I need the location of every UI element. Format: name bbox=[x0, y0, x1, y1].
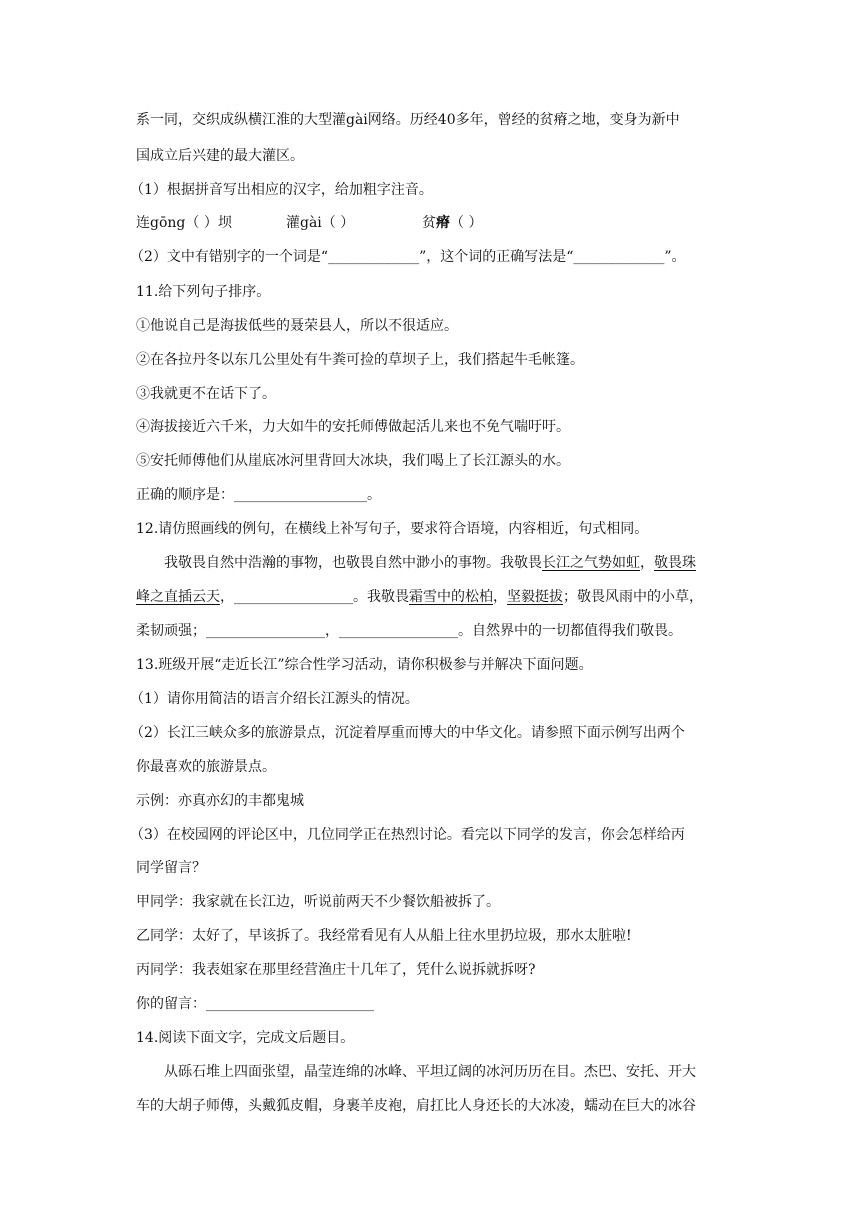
question-13-heading: 13.班级开展“走近长江”综合性学习活动，请你积极参与并解决下面问题。 bbox=[136, 657, 593, 673]
q13-part-3-line-1: （3）在校园网的评论区中，几位同学正在热烈讨论。看完以下同学的发言，你会怎样给丙 bbox=[130, 827, 685, 843]
q14-passage-line-1: 从砾石堆上四面张望，晶莹连绵的冰峰、平坦辽阔的冰河历历在目。杰巴、安托、开大 bbox=[164, 1064, 696, 1080]
student-yi-comment: 乙同学：太好了，早该拆了。我经常看见有人从船上往水里扔垃圾，那水太脏啦! bbox=[136, 928, 632, 944]
q12-paragraph-line-2 bbox=[136, 587, 703, 607]
q14-passage-line-2: 车的大胡子师傅，头戴狐皮帽，身裹羊皮袍，肩扛比人身还长的大冰凌，蠕动在巨大的冰谷 bbox=[136, 1098, 696, 1114]
q12-underlined-example-4: 霜雪中的松柏 bbox=[409, 589, 493, 605]
q12-text-a1: 我敬畏自然中浩瀚的事物，也敬畏自然中渺小的事物。我敬畏 bbox=[164, 555, 542, 571]
pinyin-item-c bbox=[422, 213, 482, 233]
q12-underlined-example-2: 敬畏珠 bbox=[654, 555, 696, 571]
question-11-heading: 11.给下列句子排序。 bbox=[136, 284, 271, 300]
question-14-heading: 14.阅读下面文字，完成文后题目。 bbox=[136, 1030, 355, 1046]
question-12-heading: 12.请仿照画线的例句，在横线上补写句子，要求符合语境，内容相近，句式相同。 bbox=[136, 521, 649, 537]
passage-line-2: 国成立后兴建的最大灌区。 bbox=[136, 148, 304, 164]
q12-underlined-example-5: 坚毅挺拔 bbox=[507, 589, 563, 605]
q13-part-2-line-2: 你最喜欢的旅游景点。 bbox=[136, 759, 276, 775]
q13-example: 示例：亦真亦幻的丰都鬼城 bbox=[136, 793, 304, 809]
pinyin-item-a: 连gōng（ ）坝 bbox=[136, 215, 232, 231]
question-1-prompt: （1）根据拼音写出相应的汉字，给加粗字注音。 bbox=[130, 182, 433, 198]
q12-paragraph-line-1 bbox=[164, 553, 696, 573]
q12-underlined-example-3: 峰之直插云天 bbox=[136, 589, 220, 605]
q13-part-3-line-2: 同学留言？ bbox=[136, 860, 206, 876]
order-answer-line: 正确的顺序是：___________________。 bbox=[136, 487, 381, 503]
your-reply-line: 你的留言：________________________ bbox=[136, 996, 374, 1012]
pinyin-item-b: 灌gài（ ） bbox=[286, 215, 355, 231]
q12-text-b4: ， bbox=[493, 589, 507, 605]
sentence-2: ②在各拉丹冬以东几公里处有牛粪可捡的草坝子上，我们搭起牛毛帐篷。 bbox=[136, 352, 584, 368]
q12-paragraph-line-3: 柔韧顽强；_________________，_________________。自然界中的一切都值得我们敬畏。 bbox=[136, 623, 682, 639]
student-jia-comment: 甲同学：我家就在长江边，听说前两天不少餐饮船被拆了。 bbox=[136, 894, 500, 910]
pinyin-c-blank: （ ） bbox=[450, 215, 483, 231]
q13-part-2-line-1: （2）长江三峡众多的旅游景点，沉淀着厚重而博大的中华文化。请参照下面示例写出两个 bbox=[130, 725, 685, 741]
q12-text-b6: ；敬畏风雨中的小草， bbox=[563, 589, 703, 605]
q13-part-1: （1）请你用简洁的语言介绍长江源头的情况。 bbox=[130, 691, 419, 707]
q12-underlined-example-1: 长江之气势如虹 bbox=[542, 555, 640, 571]
question-2-prompt: （2）文中有错别字的一个词是“_____________”，这个词的正确写法是“_____________”。 bbox=[130, 249, 686, 265]
pinyin-c-prefix: 贫 bbox=[422, 215, 436, 231]
student-bing-comment: 丙同学：我表姐家在那里经营渔庄十几年了，凭什么说拆就拆呀? bbox=[136, 962, 536, 978]
sentence-3: ③我就更不在话下了。 bbox=[136, 386, 276, 402]
sentence-5: ⑤安托师傅他们从崖底冰河里背回大冰块，我们喝上了长江源头的水。 bbox=[136, 453, 570, 469]
sentence-1: ①他说自己是海拔低些的聂荣县人，所以不很适应。 bbox=[136, 318, 458, 334]
q12-text-a3: ， bbox=[640, 555, 654, 571]
sentence-4: ④海拔接近六千米，力大如牛的安托师傅做起活儿来也不免气喘吁吁。 bbox=[136, 419, 570, 435]
passage-line-1: 系一同，交织成纵横江淮的大型灌gài网络。历经40多年，曾经的贫瘠之地，变身为新中 bbox=[136, 112, 680, 128]
q12-text-b2: ，_________________。我敬畏 bbox=[220, 589, 409, 605]
pinyin-c-bold-char: 瘠 bbox=[436, 215, 450, 231]
